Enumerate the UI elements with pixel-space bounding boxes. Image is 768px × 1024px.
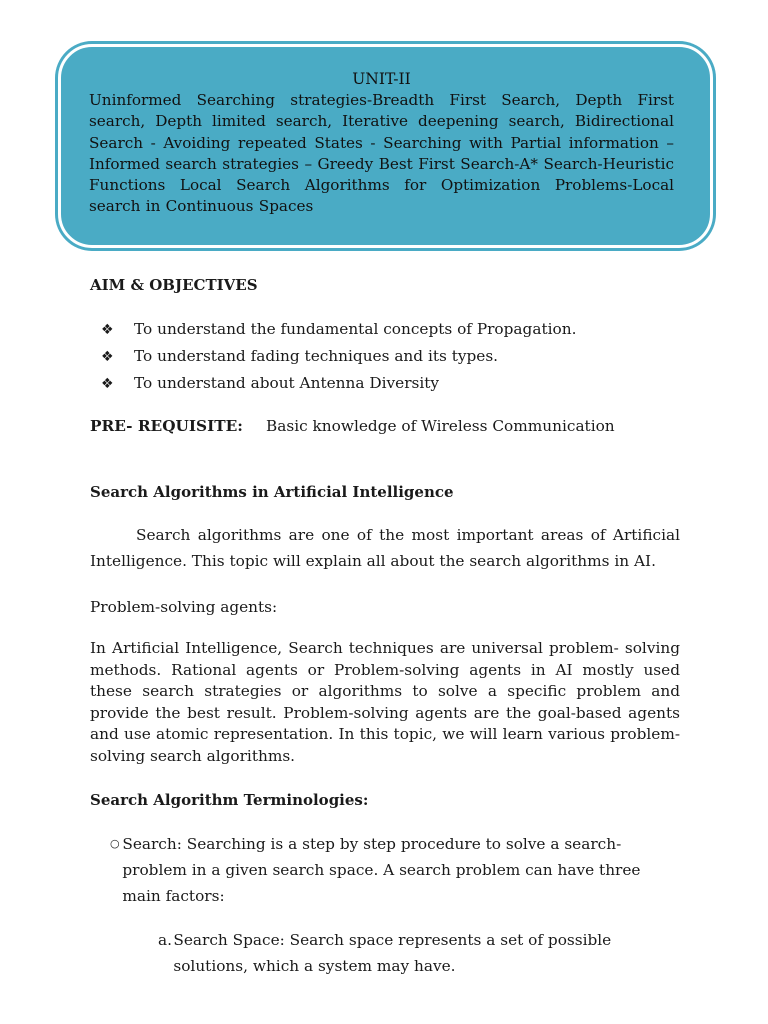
prerequisite-row <box>90 415 680 437</box>
list-item <box>90 370 680 397</box>
list-item <box>90 316 680 343</box>
list-item <box>90 343 680 370</box>
aim-heading: AIM & OBJECTIVES <box>90 276 258 294</box>
subheading: Problem-solving agents: <box>90 598 278 616</box>
diamond-bullet-icon: ❖ <box>101 349 114 365</box>
main-content <box>90 274 680 979</box>
terminologies-list <box>90 831 680 909</box>
objective-text: To understand the fundamental concepts of Propagation. <box>134 320 577 338</box>
prerequisite-label: PRE- REQUISITE: <box>90 417 243 435</box>
intro-paragraph: Search algorithms are one of the most important areas of Artificial Intelligence. This topic will explain all about the search algorithms in AI. <box>90 526 680 570</box>
sub-item-marker: a. <box>158 931 172 949</box>
prerequisite-value: Basic knowledge of Wireless Communication <box>266 417 615 435</box>
objective-text: To understand about Antenna Diversity <box>134 374 440 392</box>
diamond-bullet-icon: ❖ <box>101 376 114 392</box>
circle-bullet-icon: ○ <box>110 837 120 850</box>
sub-list-item <box>158 927 680 979</box>
sub-item-text: Search Space: Search space represents a set of possible solutions, which a system may have. <box>173 931 612 975</box>
diamond-bullet-icon: ❖ <box>101 322 114 338</box>
unit-description: Uninformed Searching strategies-Breadth First Search, Depth First search, Depth limited search, Iterative deepening search, Bidirectional Search - Avoiding repeated States - Searching with Partial information –Informed search strategies – Greedy Best First Search-A* Search-Heuristic Functions Local Search Algorithms for Optimization Problems-Local search in Continuous Spaces <box>89 91 674 216</box>
terminologies-heading: Search Algorithm Terminologies: <box>90 791 369 809</box>
body-paragraph: In Artificial Intelligence, Search techniques are universal problem- solving methods. Rational agents or Problem-solving agents in AI mostly used these search strategies or algorithms to solve a specific problem and provide the best result. Problem-solving agents are the goal-based agents and use atomic representation. In this topic, we will learn various problem-solving search algorithms. <box>90 639 680 765</box>
objective-text: To understand fading techniques and its types. <box>134 347 499 365</box>
section-heading: Search Algorithms in Artificial Intelligence <box>90 483 454 501</box>
terminology-text: Search: Searching is a step by step procedure to solve a search- problem in a given search space. A search problem can have three main factors: <box>122 835 641 905</box>
list-item <box>90 831 680 909</box>
objectives-list <box>90 316 680 397</box>
unit-summary-box <box>58 44 713 248</box>
unit-title: UNIT-II <box>352 70 411 88</box>
